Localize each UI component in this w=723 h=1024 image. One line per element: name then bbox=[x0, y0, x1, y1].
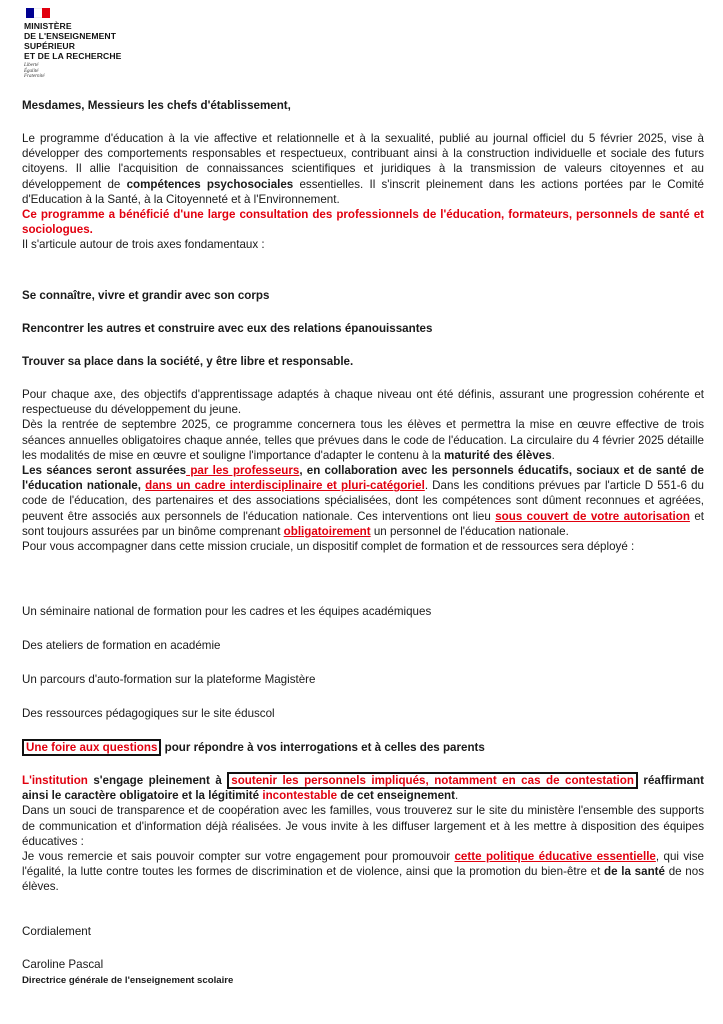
signatory-name: Caroline Pascal bbox=[22, 958, 104, 971]
thanks-text: Je vous remercie et sais pouvoir compter sur votre engagement pour promouvoir bbox=[22, 850, 455, 864]
sessions-text: . Dans les conditions prévues par l'article D 551-6 du code de l'éducation, des partenaires et des associations spécialisées, dont les compétences sont dûment reconnues et agréées, peuvent être associés aux personnels de l'éducation nationale. Ces interventions ont lieu bbox=[22, 479, 704, 523]
sessions-text: et sont toujours assurées par un binôme comprenant bbox=[22, 509, 704, 538]
faq-line bbox=[22, 740, 704, 755]
ministry-line: DE L'ENSEIGNEMENT bbox=[24, 31, 117, 41]
intro-bold: compétences psychosociales bbox=[126, 177, 294, 191]
commitment-period: . bbox=[455, 789, 459, 803]
sessions-highlight: sous couvert de votre autorisation bbox=[495, 509, 690, 523]
signatory-title: Directrice générale de l'enseignement scolaire bbox=[22, 975, 234, 986]
thanks-highlight: cette politique éducative essentielle bbox=[454, 850, 656, 864]
details-paragraph bbox=[22, 387, 704, 554]
republic-motto bbox=[24, 63, 164, 80]
axes-intro: Il s'articule autour de trois axes fondamentaux : bbox=[22, 238, 265, 252]
commitment-red: incontestable bbox=[262, 789, 338, 803]
ministry-name bbox=[24, 21, 164, 61]
intro-paragraph bbox=[22, 131, 704, 253]
sessions-highlight: obligatoirement bbox=[283, 524, 371, 538]
resource-item: Un séminaire national de formation pour les cadres et les équipes académiques bbox=[22, 605, 432, 618]
commitment-boxed: soutenir les personnels impliqués, notamment en cas de contestation bbox=[227, 772, 638, 789]
motto-line: Fraternité bbox=[24, 74, 45, 80]
axis-item: Trouver sa place dans la société, y être libre et responsable. bbox=[22, 355, 354, 368]
greeting: Cordialement bbox=[22, 925, 91, 938]
consultation-note: Ce programme a bénéficié d'une large consultation des professionnels de l'éducation, formateurs, personnels de santé et sociologues. bbox=[22, 208, 704, 237]
sessions-highlight: dans un cadre interdisciplinaire et pluri-catégoriel bbox=[145, 479, 425, 493]
ministry-line: ET DE LA RECHERCHE bbox=[24, 51, 122, 61]
commitment-text: réaffirmant ainsi le caractère obligatoire et la légitimité bbox=[22, 774, 704, 803]
axis-item: Se connaître, vivre et grandir avec son corps bbox=[22, 289, 270, 302]
commitment-red: L'institution bbox=[22, 774, 88, 787]
thanks-bold: de la santé bbox=[604, 865, 665, 879]
ministry-line: SUPÉRIEUR bbox=[24, 41, 76, 51]
accompany-text: Pour vous accompagner dans cette mission cruciale, un dispositif complet de formation et de ressources sera déployé : bbox=[22, 540, 635, 554]
sessions-text: Les séances seront assurées bbox=[22, 464, 187, 478]
details-text: Pour chaque axe, des objectifs d'apprentissage adaptés à chaque niveau ont été définis, assurant une progression cohérente et respectueuse du développement du jeune. bbox=[22, 388, 704, 417]
commitment-text: s'engage pleinement à bbox=[87, 774, 228, 787]
resource-item: Un parcours d'auto-formation sur la plateforme Magistère bbox=[22, 673, 316, 686]
sessions-text: , en collaboration avec les personnels éducatifs, sociaux et de santé de l'éducation nationale, bbox=[22, 464, 705, 493]
commitment-paragraph bbox=[22, 773, 704, 895]
details-text: . bbox=[551, 448, 555, 462]
intro-text-end: essentielles. Il s'inscrit pleinement dans les actions portées par le Comité d'Education à la Santé, à la Citoyenneté et à l'Environnement. bbox=[22, 177, 704, 206]
thanks-text: de nos élèves. bbox=[22, 865, 704, 894]
thanks-text: , qui vise l'égalité, la lutte contre toutes les formes de discrimination et de violence, ainsi que la promotion du bien-être et bbox=[22, 850, 704, 879]
motto-line: Liberté bbox=[24, 63, 39, 68]
salutation: Mesdames, Messieurs les chefs d'établissement, bbox=[22, 99, 291, 112]
commitment-text: de cet enseignement bbox=[337, 789, 455, 803]
details-bold: maturité des élèves bbox=[444, 448, 552, 462]
faq-text: pour répondre à vos interrogations et à celles des parents bbox=[161, 741, 485, 754]
axis-item: Rencontrer les autres et construire avec eux des relations épanouissantes bbox=[22, 322, 433, 335]
transparency-text: Dans un souci de transparence et de coopération avec les familles, vous trouverez sur le site du ministère l'ensemble des supports de communication et d'information déjà réalisées. Je vous invite à les diffuser largement et à les mettre à disposition des équipes éducatives : bbox=[22, 804, 704, 848]
motto-line: Égalité bbox=[24, 68, 39, 74]
sessions-text: un personnel de l'éducation nationale. bbox=[370, 524, 569, 538]
faq-boxed: Une foire aux questions bbox=[22, 739, 161, 756]
details-text: Dès la rentrée de septembre 2025, ce programme concernera tous les élèves et permettra la mise en œuvre effective de trois séances annuelles obligatoires chaque année, telles que prévues dans le code de l'éducation. La circulaire du 4 février 2025 détaille les modalités de mise en œuvre et souligne l'importance d'adapter le contenu à la bbox=[22, 418, 704, 462]
french-flag-icon bbox=[26, 8, 50, 18]
resource-item: Des ressources pédagogiques sur le site éduscol bbox=[22, 707, 275, 720]
resource-item: Des ateliers de formation en académie bbox=[22, 639, 221, 652]
intro-text: Le programme d'éducation à la vie affective et relationnelle et à la sexualité, publié au journal officiel du 5 février 2025, vise à développer des comportements responsables et respectueux, contribuant ainsi à la construction individuelle et sociale des futurs citoyens. Il allie l'acquisition de connaissances scientifiques et juridiques à la transmission de valeurs citoyennes et au développement de bbox=[22, 132, 704, 191]
ministry-line: MINISTÈRE bbox=[24, 21, 72, 31]
ministry-logo bbox=[24, 8, 164, 80]
sessions-highlight: par les professeurs bbox=[186, 464, 300, 478]
